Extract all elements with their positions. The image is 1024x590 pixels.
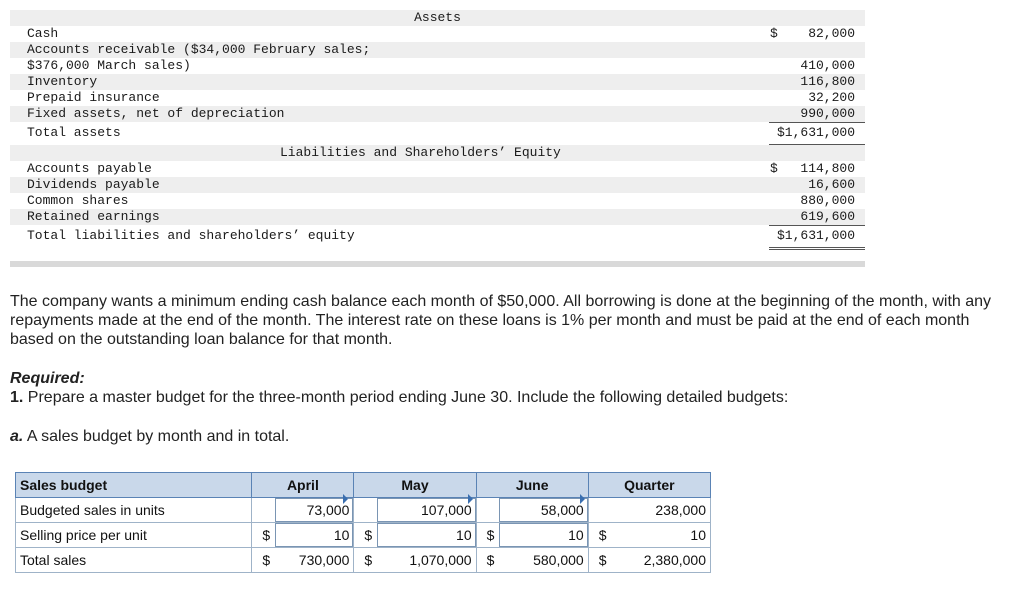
item-1-text: Prepare a master budget for the three-month period ending June 30. Include the following detailed budgets:	[23, 389, 789, 406]
instructions-paragraph: The company wants a minimum ending cash balance each month of $50,000. All borrowing is done at the beginning of the month, with any repayments made at the end of the month. The interest rate on these loans is 1% per month and must be paid at the end of each month based on the outstanding loan balance for that month.	[10, 293, 992, 348]
cell-april-total: 730,000	[275, 548, 354, 573]
table-row	[16, 523, 711, 548]
ap-currency: $	[770, 161, 778, 176]
row-label-total-sales: Total sales	[16, 548, 252, 573]
cell-currency: $	[588, 548, 611, 573]
row-label-price: Selling price per unit	[16, 523, 252, 548]
dividends-row	[10, 177, 865, 193]
item-1-number: 1.	[10, 389, 24, 406]
fixed-label: Fixed assets, net of depreciation	[27, 106, 285, 121]
required-label	[10, 369, 1010, 388]
cash-amount: 82,000	[808, 26, 855, 41]
total-le-row	[10, 225, 865, 246]
common-label: Common shares	[27, 193, 129, 208]
inventory-label: Inventory	[27, 74, 98, 89]
required-item-1	[10, 388, 1010, 407]
dividends-amount: 16,600	[808, 177, 855, 192]
cell-june-total: 580,000	[499, 548, 588, 573]
table-row	[16, 548, 711, 573]
cell-currency	[476, 498, 499, 523]
inventory-row	[10, 74, 865, 90]
common-amount: 880,000	[800, 193, 855, 208]
input-cell-may-price[interactable]: 10	[377, 523, 477, 548]
cash-label: Cash	[27, 26, 59, 41]
input-marker-icon	[343, 494, 348, 504]
cell-currency	[588, 498, 611, 523]
cell-currency: $	[476, 523, 499, 548]
ap-amount: 114,800	[800, 161, 855, 176]
total-le-amount: $1,631,000	[776, 228, 855, 243]
assets-header-row	[10, 10, 865, 26]
cash-row	[10, 26, 865, 42]
cell-currency: $	[476, 548, 499, 573]
cell-quarter-units: 238,000	[611, 498, 711, 523]
input-cell-april-price[interactable]: 10	[275, 523, 354, 548]
total-assets-row	[10, 122, 865, 143]
cell-quarter-total: 2,380,000	[611, 548, 711, 573]
table-row	[16, 498, 711, 523]
fixed-row	[10, 106, 865, 122]
input-marker-icon	[580, 494, 585, 504]
dividends-label: Dividends payable	[27, 177, 160, 192]
row-label-units: Budgeted sales in units	[16, 498, 252, 523]
liab-header: Liabilities and Shareholders’ Equity	[280, 145, 561, 160]
retained-label: Retained earnings	[27, 209, 160, 224]
cash-currency: $	[770, 26, 778, 41]
cell-currency	[252, 498, 275, 523]
ar-row-1	[10, 42, 865, 58]
retained-row	[10, 209, 865, 225]
total-assets-amount: $1,631,000	[776, 125, 855, 140]
ap-row	[10, 161, 865, 177]
ar-label-2: $376,000 March sales)	[27, 58, 191, 73]
sales-budget-header-row	[16, 473, 711, 498]
ar-amount: 410,000	[800, 58, 855, 73]
input-cell-may-units[interactable]: 107,000	[377, 498, 477, 523]
prepaid-label: Prepaid insurance	[27, 90, 160, 105]
total-le-double-rule	[769, 247, 865, 250]
prepaid-row	[10, 90, 865, 106]
ap-label: Accounts payable	[27, 161, 152, 176]
retained-amount: 619,600	[800, 209, 855, 224]
cell-currency: $	[252, 523, 275, 548]
input-cell-june-units[interactable]: 58,000	[499, 498, 588, 523]
cell-currency: $	[354, 548, 377, 573]
common-row	[10, 193, 865, 209]
required-item-a	[10, 427, 1010, 446]
col-april: April	[252, 473, 354, 498]
cell-currency	[354, 498, 377, 523]
item-a-text: A sales budget by month and in total.	[23, 428, 290, 445]
cell-currency: $	[588, 523, 611, 548]
col-june: June	[476, 473, 588, 498]
col-quarter: Quarter	[588, 473, 710, 498]
liab-header-row	[10, 145, 865, 161]
assets-header: Assets	[414, 10, 461, 25]
cell-quarter-price: 10	[611, 523, 711, 548]
cell-currency: $	[252, 548, 275, 573]
required-heading: Required:	[10, 370, 85, 387]
col-may: May	[354, 473, 476, 498]
inventory-amount: 116,800	[800, 74, 855, 89]
ar-row-2	[10, 58, 865, 74]
balance-sheet	[10, 10, 865, 246]
sales-budget-title: Sales budget	[16, 473, 252, 498]
balance-sheet-bottom-bar	[10, 261, 865, 267]
cell-may-total: 1,070,000	[377, 548, 477, 573]
input-marker-icon	[468, 494, 473, 504]
total-assets-label: Total assets	[27, 125, 121, 140]
prepaid-amount: 32,200	[808, 90, 855, 105]
input-cell-april-units[interactable]: 73,000	[275, 498, 354, 523]
ar-label-1: Accounts receivable ($34,000 February sales;	[27, 42, 371, 57]
item-a-number: a.	[10, 428, 24, 445]
fixed-amount: 990,000	[800, 106, 855, 121]
sales-budget-table	[15, 472, 711, 573]
cell-currency: $	[354, 523, 377, 548]
total-le-label: Total liabilities and shareholders’ equity	[27, 228, 355, 243]
input-cell-june-price[interactable]: 10	[499, 523, 588, 548]
